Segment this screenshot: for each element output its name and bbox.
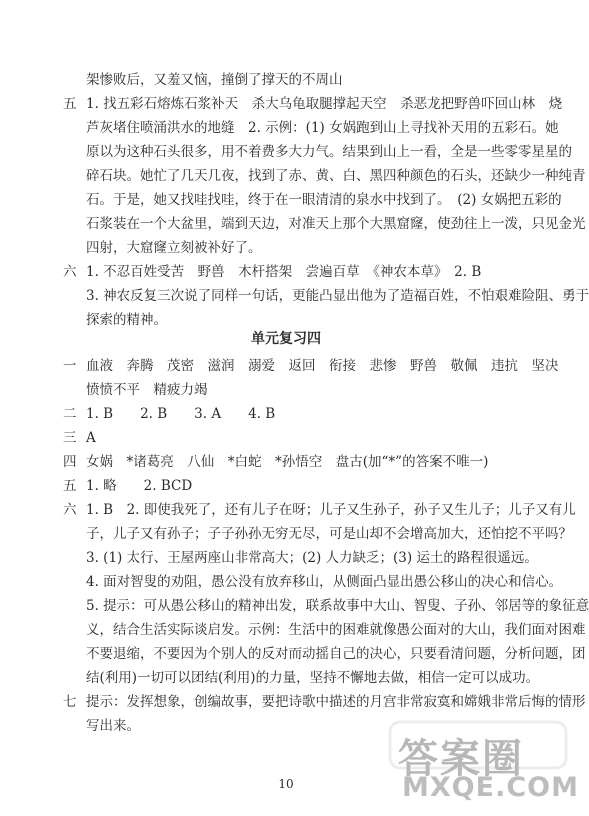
page-number: 10 <box>278 777 294 791</box>
text-line: 1. 不忍百姓受苦 野兽 木杆搭架 尝遍百草 《神农本草》 2. B <box>86 264 482 280</box>
text-line: 石。于是，她又找哇找哇，终于在一眼清清的泉水中找到了。 (2) 女娲把五彩的 <box>86 192 562 208</box>
text-line: 不要退缩，不要因为个别人的反对而动摇自己的决心，只要看清问题，分析问题，团 <box>86 646 586 662</box>
text-line: 1. 略 2. BCD <box>86 478 193 494</box>
text-line: 石浆装在一个大盆里，端到天边，对准天上那个大黑窟窿，使劲往上一泼，只见金光 <box>86 216 586 232</box>
text-line: 原以为这种石头很多，用不着费多大力气。结果到山上一看，全是一些零零星星的 <box>86 144 572 160</box>
text-line: 3. 神农反复三次说了同样一句话，更能凸显出他为了造福百姓，不怕艰难险阻、勇于 <box>86 288 589 304</box>
question-numeral: 二 <box>63 406 77 422</box>
text-line: 血液 奔腾 茂密 滋润 溺爱 返回 衔接 悲惨 野兽 敬佩 违抗 坚决 <box>86 358 559 374</box>
question-numeral: 六 <box>63 264 77 280</box>
question-numeral: 六 <box>63 502 77 518</box>
text-line: 子，儿子又有孙子；子子孙孙无穷无尽，可是山却不会增高加大，还怕挖不平吗？ <box>86 526 572 542</box>
watermark-url: MXQE.COM <box>402 772 579 803</box>
text-line: 愤愤不平 精疲力竭 <box>86 382 208 398</box>
question-numeral: 四 <box>63 454 77 470</box>
section-title: 单元复习四 <box>251 331 321 347</box>
question-numeral: 七 <box>63 694 77 710</box>
text-line: 4. 面对智叟的劝阻，愚公没有放弃移山，从侧面凸显出愚公移山的决心和信心。 <box>86 574 563 590</box>
text-line: 碎石块。她忙了几天几夜，找到了赤、黄、白、黑四种颜色的石头，还缺少一种纯青 <box>86 168 586 184</box>
text-line: 1. B 2. 即使我死了，还有儿子在呀；儿子又生孙子，孙子又生儿子；儿子又有儿 <box>86 502 576 518</box>
text-line: 四射，大窟窿立刻被补好了。 <box>86 240 262 256</box>
text-line: 提示：发挥想象，创编故事，要把诗歌中描述的月宫非常寂寞和嫦娥非常后悔的情形 <box>86 694 586 710</box>
question-numeral: 一 <box>63 358 77 374</box>
question-numeral: 五 <box>63 478 77 494</box>
text-line: A <box>86 430 96 446</box>
question-numeral: 五 <box>63 96 77 112</box>
question-numeral: 三 <box>63 430 77 446</box>
text-line: 写出来。 <box>86 718 140 734</box>
text-line: 5. 提示：可从愚公移山的精神出发，联系故事中大山、智叟、子孙、邻居等的象征意 <box>86 598 589 614</box>
text-line: 义，结合生活实际谈启发。示例：生活中的困难就像愚公面对的大山，我们面对困难 <box>86 622 586 638</box>
text-line: 1. 找五彩石熔炼石浆补天 杀大乌龟取腿撑起天空 杀恶龙把野兽吓回山林 烧 <box>86 96 563 112</box>
text-line: 架惨败后，又羞又恼，撞倒了撑天的不周山 <box>86 72 343 88</box>
watermark-text: 答案圈 <box>398 736 524 782</box>
text-line: 探索的精神。 <box>86 312 167 328</box>
text-line: 女娲 *诸葛亮 八仙 *白蛇 *孙悟空 盘古(加“*”的答案不唯一) <box>86 454 489 470</box>
text-line: 结(利用)一切可以团结(利用)的力量，坚持不懈地去做，相信一定可以成功。 <box>86 670 540 686</box>
text-line: 芦灰堵住喷涌洪水的地缝 2. 示例：(1) 女娲跑到山上寻找补天用的五彩石。她 <box>86 120 559 136</box>
text-line: 3. (1) 太行、王屋两座山非常高大；(2) 人力缺乏；(3) 运土的路程很遥远。 <box>86 550 538 566</box>
text-line: 1. B 2. B 3. A 4. B <box>86 406 276 422</box>
